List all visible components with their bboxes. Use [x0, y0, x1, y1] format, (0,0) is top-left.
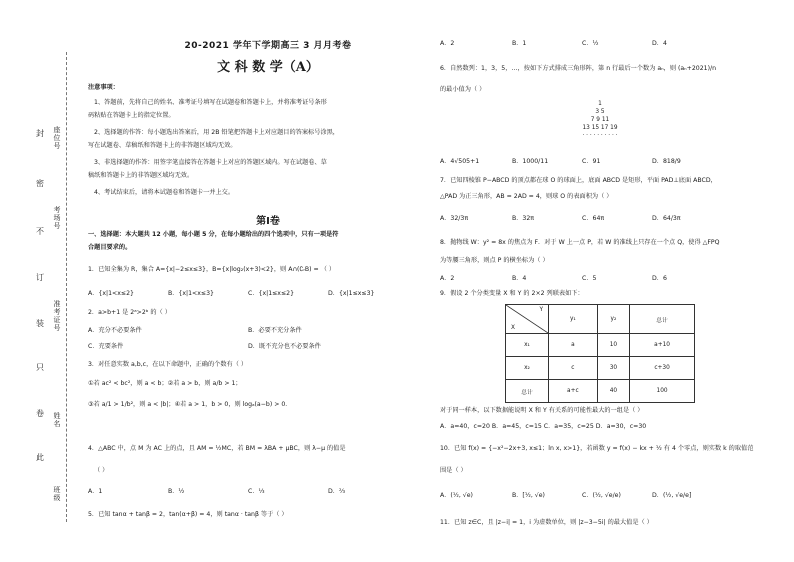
- name-label: 姓名: [53, 412, 61, 428]
- question-11: 11．已知 z∈C，且 |z−i| = 1，i 为虚数单位，则 |z−3−5i| 的最大值是（ ）: [440, 519, 653, 526]
- q5-option-d: D．4: [652, 40, 667, 47]
- contingency-table: [505, 304, 695, 403]
- question-8: 8．抛物线 W：y² = 8x 的焦点为 F．对于 W 上一点 P，若 W 的准线上只存在一个点 Q，使得 △FPQ: [440, 239, 720, 246]
- q6-option-d: D．818/9: [652, 158, 681, 165]
- binding-line: [66, 52, 67, 522]
- section-intro-1: 一、选择题：本大题共 12 小题，每小题 5 分，在每小题给出的四个选项中，只有一项是符: [88, 231, 339, 238]
- q10-option-c: C．(½, √e/e): [582, 492, 621, 499]
- q7-option-b: B．32π: [512, 215, 535, 222]
- corner-x-label: X: [511, 325, 515, 331]
- table-cell: a: [549, 334, 598, 357]
- table-cell: c+30: [630, 357, 695, 380]
- question-5: 5．已知 tanα + tanβ = 2，tan(α+β) = 4，则 tanα · tanβ 等于（ ）: [88, 511, 288, 518]
- question-9-line-2: 对于同一样本，以下数据能说明 X 和 Y 有关系的可能性最大的一组是（ ）: [440, 407, 644, 414]
- subject-title: 文 科 数 学（A）: [217, 60, 319, 75]
- q10-option-b: B．[½, √e): [512, 492, 545, 499]
- table-row: [506, 357, 695, 380]
- number-triangle: [560, 100, 640, 140]
- notes-title: 注意事项：: [88, 84, 119, 91]
- question-4-paren: （ ）: [94, 467, 109, 474]
- q8-option-a: A．2: [440, 275, 455, 282]
- q2-option-b: B．必要不充分条件: [248, 327, 302, 334]
- note-4: 4、考试结束后，请将本试题卷和答题卡一并上交。: [94, 189, 235, 196]
- question-6: 6．自然数列：1，3，5，…，按如下方式排成三角形阵，第 n 行最后一个数为 aₙ，则 (aₙ+2021)/n: [440, 65, 717, 72]
- table-header: y₁: [549, 305, 598, 334]
- q2-option-a: A．充分不必要条件: [88, 327, 142, 334]
- triangle-row-5: · · · · · · · · · ·: [582, 133, 618, 139]
- question-3: 3．对任意实数 a,b,c，在以下命题中，正确的个数有（ ）: [88, 361, 248, 368]
- table-cell: 总计: [506, 380, 549, 403]
- q4-option-c: C．⅓: [248, 488, 265, 495]
- q7-option-c: C．64π: [582, 215, 605, 222]
- question-2: 2．a>b+1 是 2ᵃ>2ᵇ 的（ ）: [88, 309, 171, 316]
- q5-option-c: C．½: [582, 40, 599, 47]
- class-label: 班级: [53, 486, 61, 502]
- q4-option-d: D．⅔: [328, 488, 345, 495]
- side-char-2: 密: [36, 179, 44, 188]
- question-7: 7．已知四棱锥 P−ABCD 的顶点都在球 O 的球面上，底面 ABCD 是矩形，平面 PAD⊥底面 ABCD，: [440, 177, 717, 184]
- table-header-row: [506, 305, 695, 334]
- side-char-5: 装: [36, 319, 44, 328]
- side-char-1: 封: [36, 129, 44, 138]
- q1-option-d: D．{x|1≤x≤3}: [328, 290, 375, 297]
- question-10-line-2: 围是（ ）: [440, 467, 467, 474]
- table-header: 总计: [630, 305, 695, 334]
- question-8-line-2: 为等腰三角形，则点 P 的横坐标为（ ）: [440, 257, 549, 264]
- q6-option-a: A．4√505+1: [440, 158, 480, 165]
- triangle-row-2: 3 5: [595, 109, 605, 115]
- note-1b: 码粘贴在答题卡上的指定位置。: [88, 112, 175, 119]
- q4-option-b: B．½: [168, 488, 185, 495]
- table-cell: 100: [630, 380, 695, 403]
- q10-option-a: A．(½, √e): [440, 492, 473, 499]
- q1-option-c: C．{x|1≤x≤2}: [248, 290, 295, 297]
- table-cell: 10: [597, 334, 629, 357]
- question-3-line-1: ①若 ac² < bc²，则 a < b；②若 a > b，则 a/b > 1；: [88, 380, 242, 387]
- exam-room-label: 考场号: [53, 206, 61, 230]
- table-cell: c: [549, 357, 598, 380]
- q1-option-a: A．{x|1<x≤2}: [88, 290, 134, 297]
- side-char-3: 不: [36, 227, 44, 236]
- q7-option-a: A．32/3π: [440, 215, 469, 222]
- exam-title: 20-2021 学年下学期高三 3 月月考卷: [184, 41, 352, 51]
- table-header: y₂: [597, 305, 629, 334]
- side-char-7: 卷: [36, 409, 44, 418]
- side-char-6: 只: [36, 363, 44, 372]
- q2-option-d: D．既不充分也不必要条件: [248, 343, 321, 350]
- table-cell: a+10: [630, 334, 695, 357]
- q7-option-d: D．64/3π: [652, 215, 681, 222]
- q8-option-b: B．4: [512, 275, 527, 282]
- section-intro-2: 合题目要求的。: [88, 244, 132, 251]
- note-2a: 2、选择题的作答：每小题选出答案后，用 2B 铅笔把答题卡上对应题目的答案标号涂黑，: [94, 129, 339, 136]
- q5-option-a: A．2: [440, 40, 455, 47]
- note-1a: 1、答题前，先将自己的姓名、准考证号填写在试题卷和答题卡上，并将准考证号条形: [94, 99, 327, 106]
- table-cell: x₂: [506, 357, 549, 380]
- table-row: [506, 334, 695, 357]
- triangle-row-3: 7 9 11: [590, 117, 610, 123]
- triangle-row-1: 1: [598, 101, 602, 107]
- question-9: 9．假设 2 个分类变量 X 和 Y 的 2×2 列联表如下：: [440, 290, 584, 297]
- seat-number-label: 座位号: [53, 126, 61, 150]
- q6-option-b: B．1000/11: [512, 158, 549, 165]
- question-1: 1．已知全集为 R，集合 A={x|−2≤x≤3}，B={x|log₂(x+3)<2}，则 A∩(∁ᵣB) = （ ）: [88, 266, 336, 273]
- q5-option-b: B．1: [512, 40, 527, 47]
- q6-option-c: C．91: [582, 158, 601, 165]
- question-3-line-2: ③若 a/1 > 1/b²，则 a < |b|；④若 a > 1，b > 0，则 logₐ(a−b) > 0．: [88, 401, 292, 408]
- note-2b: 写在试题卷、草稿纸和答题卡上的非答题区域均无效。: [88, 142, 237, 149]
- q8-option-d: D．6: [652, 275, 667, 282]
- note-3a: 3、非选择题的作答：用签字笔直接答在答题卡上对应的答题区域内。写在试题卷、草: [94, 159, 327, 166]
- admission-number-label: 准考证号: [53, 300, 61, 332]
- question-10: 10．已知 f(x) = {−x²−2x+3, x≤1；ln x, x>1}，若函数 y = f(x) − kx + ½ 有 4 个零点，则实数 k 的取值范: [440, 445, 754, 452]
- question-6-tail: 的最小值为（ ）: [440, 86, 486, 93]
- q10-option-d: D．(½, √e/e]: [652, 492, 692, 499]
- table-cell: x₁: [506, 334, 549, 357]
- table-row: [506, 380, 695, 403]
- question-4: 4．△ABC 中，点 M 为 AC 上的点，且 AM = ½MC，若 BM = λBA + μBC，则 λ−μ 的值是: [88, 445, 346, 452]
- table-cell: 30: [597, 357, 629, 380]
- side-char-8: 此: [36, 453, 44, 462]
- q4-option-a: A．1: [88, 488, 103, 495]
- note-3b: 稿纸和答题卡上的非答题区域均无效。: [88, 172, 194, 179]
- table-cell: 40: [597, 380, 629, 403]
- question-7-line-2: △PAD 为正三角形，AB = 2AD = 4，则球 O 的表面积为（ ）: [440, 193, 613, 200]
- q2-option-c: C．充要条件: [88, 343, 124, 350]
- table-corner-cell: [506, 305, 549, 334]
- corner-y-label: Y: [539, 307, 543, 313]
- q1-option-b: B．{x|1<x≤3}: [168, 290, 214, 297]
- side-char-4: 订: [36, 273, 44, 282]
- section-title: 第Ⅰ卷: [256, 216, 280, 227]
- table-cell: a+c: [549, 380, 598, 403]
- triangle-row-4: 13 15 17 19: [582, 125, 618, 131]
- q9-options: A．a=40，c=20 B．a=45，c=15 C．a=35，c=25 D．a=30，c=30: [440, 423, 647, 430]
- q8-option-c: C．5: [582, 275, 597, 282]
